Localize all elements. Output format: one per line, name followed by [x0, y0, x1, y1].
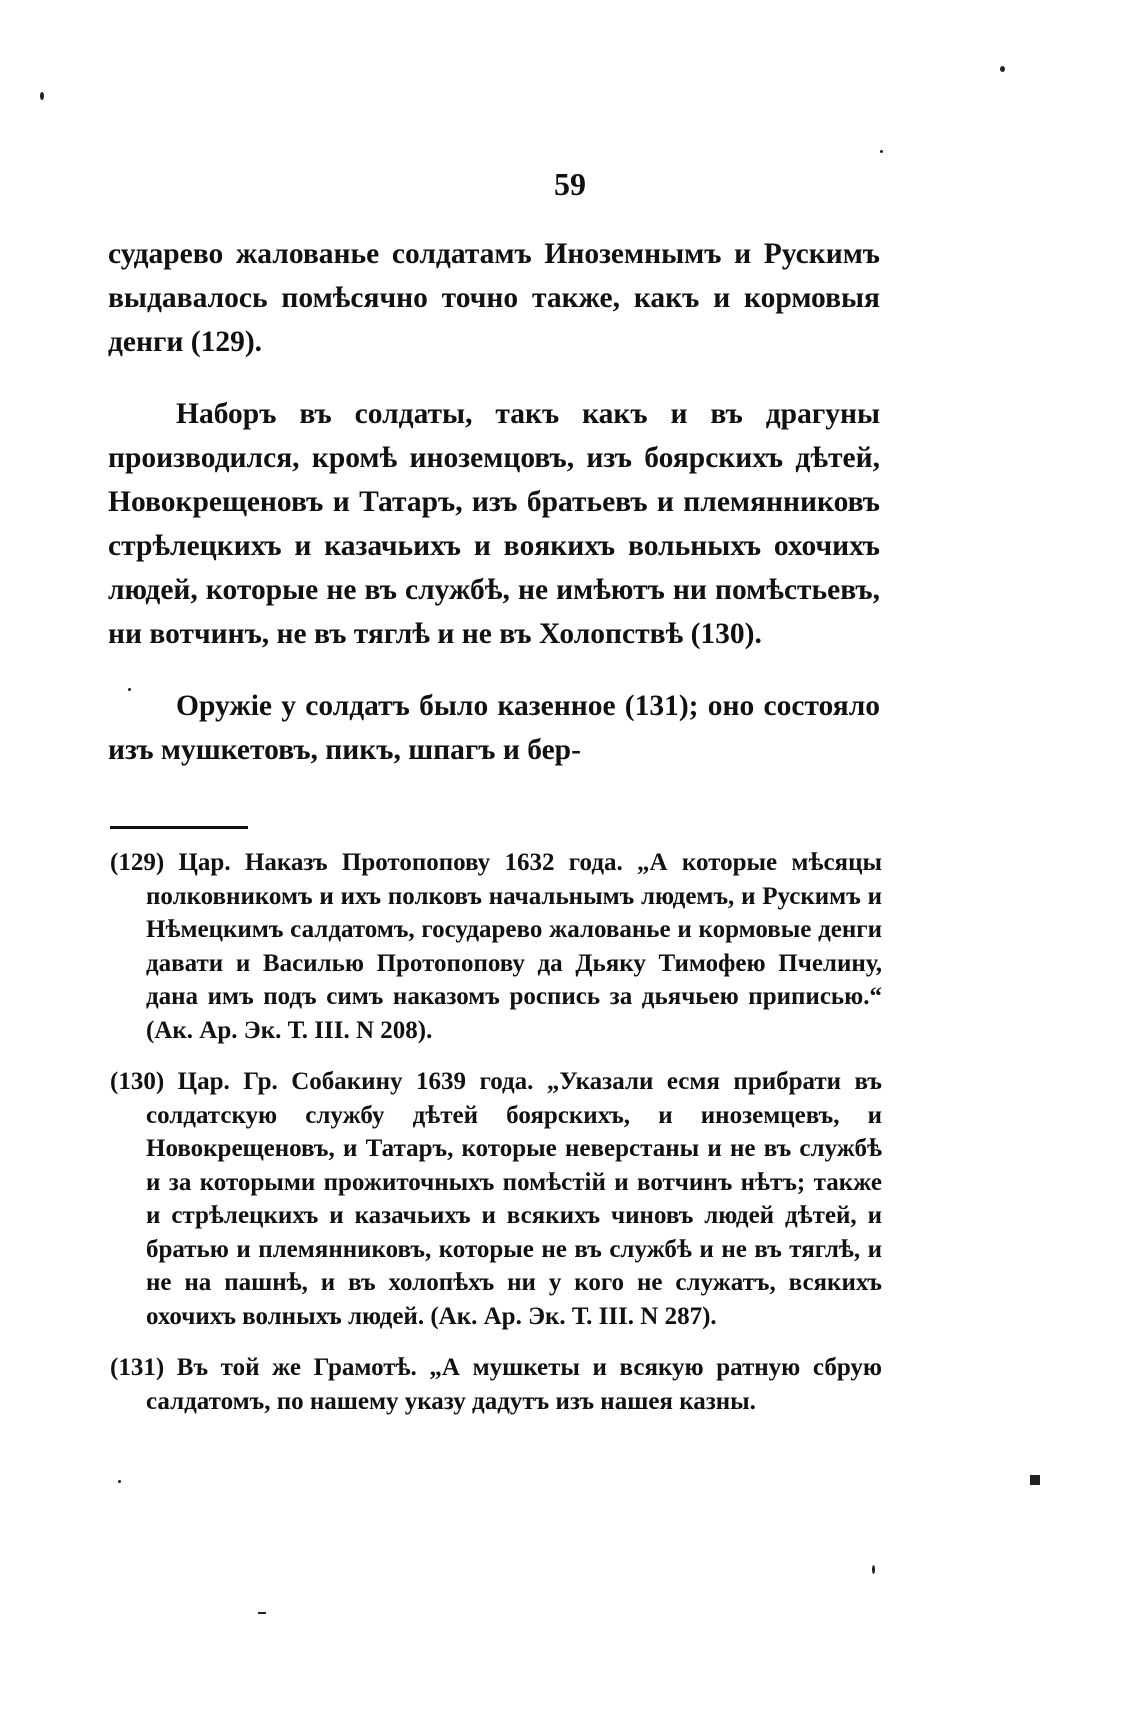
footnote-number: (130) — [110, 1068, 165, 1095]
scan-speck — [1030, 1475, 1040, 1485]
scan-speck — [118, 1480, 121, 1483]
main-text — [108, 232, 880, 800]
footnote-number: (129) — [110, 849, 165, 876]
scan-speck — [872, 1565, 875, 1574]
footnote — [110, 1351, 882, 1418]
footnote — [110, 846, 882, 1047]
footnote-text: Цар. Наказъ Протопопову 1632 года. „А которые мѣсяцы полковникомъ и ихъ полковъ начальнымъ людемъ, и Рускимъ и Нѣмецкимъ салдатомъ, государево жалованье и кормовые денги давати и Василью Протопопову да Дьяку Тимофею Пчелину, дана имъ подъ симъ наказомъ роспись за дьячьею приписью.“ (Ак. Ар. Эк. Т. III. N 208). — [146, 849, 883, 1044]
page-number: 59 — [554, 166, 586, 202]
scan-speck — [1000, 66, 1005, 72]
paragraph: Оружіе у солдатъ было казенное (131); оно состояло изъ мушкетовъ, пикъ, шпагъ и бер- — [108, 690, 880, 766]
footnote-text: Цар. Гр. Собакину 1639 года. „Указали есмя прибрати въ солдатскую службу дѣтей боярскихъ, и иноземцевъ, и Новокрещеновъ, и Татаръ, которые неверстаны и не въ службѣ и за которыми прожиточныхъ помѣстій и вотчинъ нѣтъ; также и стрѣлецкихъ и казачьихъ и всякихъ чиновъ людей дѣтей, и братью и племянниковъ, которые не въ службѣ и не въ тяглѣ, и не на пашнѣ, и въ холопѣхъ ни у кого не служатъ, всякихъ охочихъ волныхъ людей. (Ак. Ар. Эк. Т. III. N 287). — [146, 1068, 883, 1330]
paragraph: Наборъ въ солдаты, такъ какъ и въ драгуны производился, кромѣ иноземцовъ, изъ боярскихъ дѣтей, Новокрещеновъ и Татаръ, изъ братьевъ и племянниковъ стрѣлецкихъ и казачьихъ и вoякихъ вольныхъ охочихъ людей, которые не въ службѣ, не имѣютъ ни помѣстьевъ, ни вотчинъ, не въ тяглѣ и не въ Холопствѣ (130). — [108, 398, 880, 650]
footnotes — [110, 846, 882, 1436]
footnote-number: (131) — [110, 1354, 165, 1381]
paragraph: сударево жалованье солдатамъ Иноземнымъ и Рускимъ выдавалось помѣсячно точно также, какъ и кормовыя денги (129). — [108, 238, 880, 358]
footnote-text: Въ той же Грамотѣ. „А мушкеты и всякую ратную сбрую салдатомъ, по нашему указу дадутъ изъ нашея казны. — [146, 1354, 882, 1415]
footnote — [110, 1065, 882, 1333]
scan-speck — [128, 688, 131, 691]
footnote-separator — [110, 826, 248, 829]
scan-speck — [880, 150, 883, 153]
scan-speck — [258, 1612, 266, 1614]
scan-speck — [40, 92, 44, 100]
